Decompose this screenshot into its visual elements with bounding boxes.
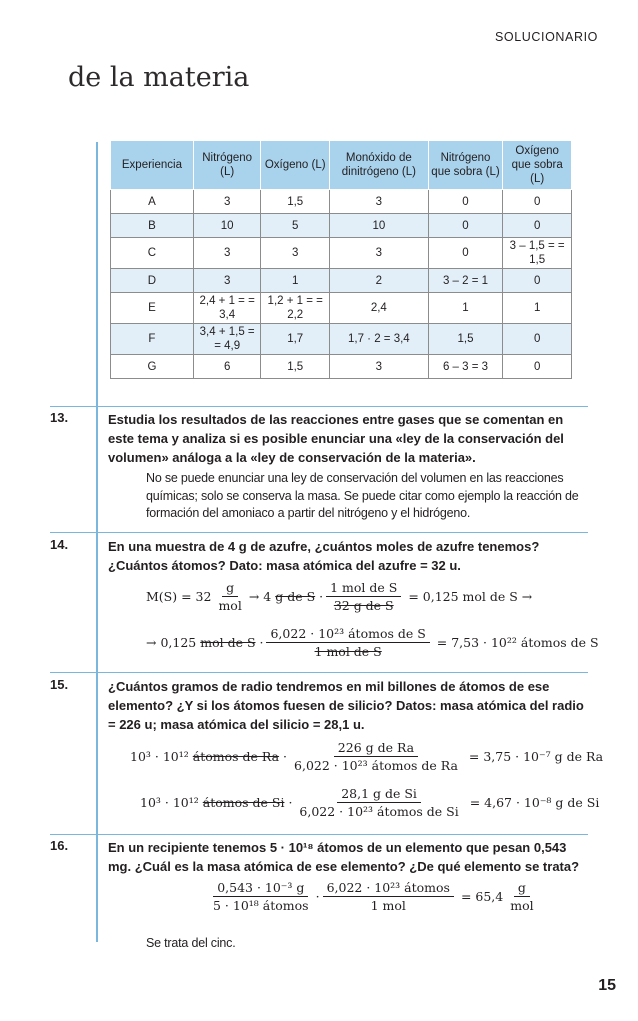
table-cell: D bbox=[111, 269, 194, 293]
table-cell: 1 bbox=[428, 293, 503, 324]
fraction-denominator: 32 g de S bbox=[333, 598, 394, 613]
question-text: En un recipiente tenemos 5 · 10¹⁸ átomos de un elemento que pesan 0,543 mg. ¿Cuál es la masa atómica de ese elemento? ¿De qué elemento se trata? bbox=[108, 840, 580, 874]
table-cell: 0 bbox=[428, 190, 503, 214]
question-number: 16. bbox=[50, 838, 69, 853]
fraction bbox=[214, 580, 245, 613]
table-header-row bbox=[111, 141, 572, 190]
formula-term: 10³ · 10¹² bbox=[140, 795, 199, 810]
multiplication-dot: · bbox=[319, 589, 324, 604]
answer-text: Se trata del cinc. bbox=[146, 936, 236, 950]
table-cell: 0 bbox=[503, 214, 572, 238]
fraction-numerator: 6,022 · 10²³ átomos de S bbox=[266, 626, 429, 643]
fraction-numerator: 28,1 g de Si bbox=[337, 786, 421, 803]
formula-mass-silicon bbox=[140, 786, 599, 819]
column-header: Experiencia bbox=[111, 141, 194, 190]
table-cell: 3 bbox=[330, 355, 429, 379]
question-text: Estudia los resultados de las reacciones entre gases que se comentan en este tema y analiza si es posible enunciar una «ley de la conservación del volumen» análoga a la «ley de conservación de la materia». bbox=[108, 412, 564, 465]
section-header: SOLUCIONARIO bbox=[494, 30, 598, 44]
table-row bbox=[111, 214, 572, 238]
fraction bbox=[295, 786, 462, 819]
table-cell: E bbox=[111, 293, 194, 324]
fraction-denominator: mol bbox=[218, 598, 242, 613]
column-header: Nitrógeno (L) bbox=[193, 141, 261, 190]
answer-text: No se puede enunciar una ley de conservación del volumen en las reacciones químicas; solo se conserva la masa. Se puede citar como ejemplo la reacción de formación del amoniaco a partir del nitrógeno y el hidrógeno. bbox=[146, 471, 579, 520]
table-cell: 10 bbox=[330, 214, 429, 238]
fraction-denominator: mol bbox=[510, 898, 534, 913]
table-cell: 1,2 + 1 = = 2,2 bbox=[261, 293, 330, 324]
table-cell: 3 – 1,5 = = 1,5 bbox=[503, 238, 572, 269]
fraction-numerator: 226 g de Ra bbox=[334, 740, 418, 757]
table-cell: 2,4 bbox=[330, 293, 429, 324]
formula-result: = 7,53 · 10²² átomos de S bbox=[436, 635, 599, 650]
table-cell: 3 bbox=[261, 238, 330, 269]
fraction-numerator: 1 mol de S bbox=[326, 580, 401, 597]
fraction-denominator: 1 mol de S bbox=[314, 644, 382, 659]
fraction-denominator: 5 · 10¹⁸ átomos bbox=[213, 898, 309, 913]
cancelled-unit: átomos de Si bbox=[202, 795, 285, 810]
fraction-numerator: 6,022 · 10²³ átomos bbox=[323, 880, 454, 897]
table-row bbox=[111, 190, 572, 214]
table-cell: 1,7 bbox=[261, 324, 330, 355]
table-cell: 2 bbox=[330, 269, 429, 293]
table-cell: 1,5 bbox=[261, 190, 330, 214]
fraction-denominator: 1 mol bbox=[370, 898, 406, 913]
table-cell: G bbox=[111, 355, 194, 379]
formula-result: = 3,75 · 10⁻⁷ g de Ra bbox=[468, 749, 604, 764]
table-cell: 0 bbox=[503, 269, 572, 293]
table-cell: 3 – 2 = 1 bbox=[428, 269, 503, 293]
question-divider bbox=[50, 834, 588, 835]
table-cell: 3 bbox=[330, 238, 429, 269]
fraction bbox=[323, 880, 454, 913]
fraction-denominator: 6,022 · 10²³ átomos de Ra bbox=[294, 758, 458, 773]
margin-rule bbox=[96, 142, 98, 942]
page-number: 15 bbox=[598, 977, 616, 994]
table-cell: 1,5 bbox=[261, 355, 330, 379]
cancelled-unit: átomos de Ra bbox=[192, 749, 280, 764]
table-cell: 3 bbox=[193, 190, 261, 214]
column-header: Nitrógeno que sobra (L) bbox=[428, 141, 503, 190]
cancelled-unit: mol de S bbox=[200, 635, 256, 650]
question-text: ¿Cuántos gramos de radio tendremos en mil billones de átomos de ese elemento? ¿Y si los átomos fuesen de silicio? Datos: masa atómica del radio = 226 u; masa atómica del silicio = 28,1 u. bbox=[108, 679, 584, 732]
formula-result: = 0,125 mol de S → bbox=[408, 589, 533, 604]
gas-volumes-table bbox=[110, 140, 572, 379]
formula-term: 10³ · 10¹² bbox=[130, 749, 189, 764]
table-row bbox=[111, 355, 572, 379]
table-cell: 6 bbox=[193, 355, 261, 379]
table-cell: F bbox=[111, 324, 194, 355]
table-cell: 3,4 + 1,5 = = 4,9 bbox=[193, 324, 261, 355]
multiplication-dot: · bbox=[315, 889, 320, 904]
table-cell: C bbox=[111, 238, 194, 269]
question-number: 15. bbox=[50, 677, 69, 692]
fraction bbox=[290, 740, 462, 773]
question-divider bbox=[50, 672, 588, 673]
formula-mass-radium bbox=[130, 740, 603, 773]
table-cell: 0 bbox=[503, 324, 572, 355]
formula-term: → 0,125 bbox=[146, 635, 197, 650]
table-cell: A bbox=[111, 190, 194, 214]
formula-moles-sulfur bbox=[146, 580, 532, 613]
table-cell: 0 bbox=[503, 190, 572, 214]
table-cell: 1,5 bbox=[428, 324, 503, 355]
table-cell: 0 bbox=[428, 238, 503, 269]
fraction-numerator: 0,543 · 10⁻³ g bbox=[213, 880, 308, 897]
table-cell: 3 bbox=[193, 238, 261, 269]
fraction bbox=[506, 880, 537, 913]
question-divider bbox=[50, 532, 588, 533]
question-number: 13. bbox=[50, 410, 69, 425]
formula-term: M(S) = 32 bbox=[146, 589, 212, 604]
chapter-title: de la materia bbox=[68, 62, 250, 93]
table-row bbox=[111, 269, 572, 293]
formula-result: = 4,67 · 10⁻⁸ g de Si bbox=[469, 795, 600, 810]
fraction bbox=[266, 626, 429, 659]
multiplication-dot: · bbox=[283, 749, 288, 764]
table-cell: 5 bbox=[261, 214, 330, 238]
fraction-numerator: g bbox=[514, 880, 530, 897]
fraction-numerator: g bbox=[222, 580, 238, 597]
question-divider bbox=[50, 406, 588, 407]
table-row bbox=[111, 324, 572, 355]
table-cell: 10 bbox=[193, 214, 261, 238]
cancelled-unit: g de S bbox=[275, 589, 316, 604]
formula-atomic-mass bbox=[206, 880, 541, 913]
column-header: Oxígeno que sobra (L) bbox=[503, 141, 572, 190]
table-row bbox=[111, 238, 572, 269]
table-cell: 1,7 · 2 = 3,4 bbox=[330, 324, 429, 355]
table-cell: 1 bbox=[261, 269, 330, 293]
table-cell: 2,4 + 1 = = 3,4 bbox=[193, 293, 261, 324]
column-header: Monóxido de dinitrógeno (L) bbox=[330, 141, 429, 190]
table-row bbox=[111, 293, 572, 324]
fraction bbox=[326, 580, 401, 613]
question-text: En una muestra de 4 g de azufre, ¿cuántos moles de azufre tenemos? ¿Cuántos átomos? Dato: masa atómica del azufre = 32 u. bbox=[108, 539, 540, 573]
table-cell: 3 bbox=[193, 269, 261, 293]
column-header: Oxígeno (L) bbox=[261, 141, 330, 190]
question-number: 14. bbox=[50, 537, 69, 552]
formula-atoms-sulfur bbox=[146, 626, 599, 659]
multiplication-dot: · bbox=[259, 635, 264, 650]
table-cell: 6 – 3 = 3 bbox=[428, 355, 503, 379]
multiplication-dot: · bbox=[288, 795, 293, 810]
formula-term: → 4 bbox=[248, 589, 272, 604]
table-cell: 0 bbox=[503, 355, 572, 379]
table-cell: B bbox=[111, 214, 194, 238]
formula-result: = 65,4 bbox=[460, 889, 504, 904]
table-cell: 0 bbox=[428, 214, 503, 238]
fraction bbox=[209, 880, 313, 913]
table-cell: 3 bbox=[330, 190, 429, 214]
table-cell: 1 bbox=[503, 293, 572, 324]
fraction-denominator: 6,022 · 10²³ átomos de Si bbox=[299, 804, 459, 819]
